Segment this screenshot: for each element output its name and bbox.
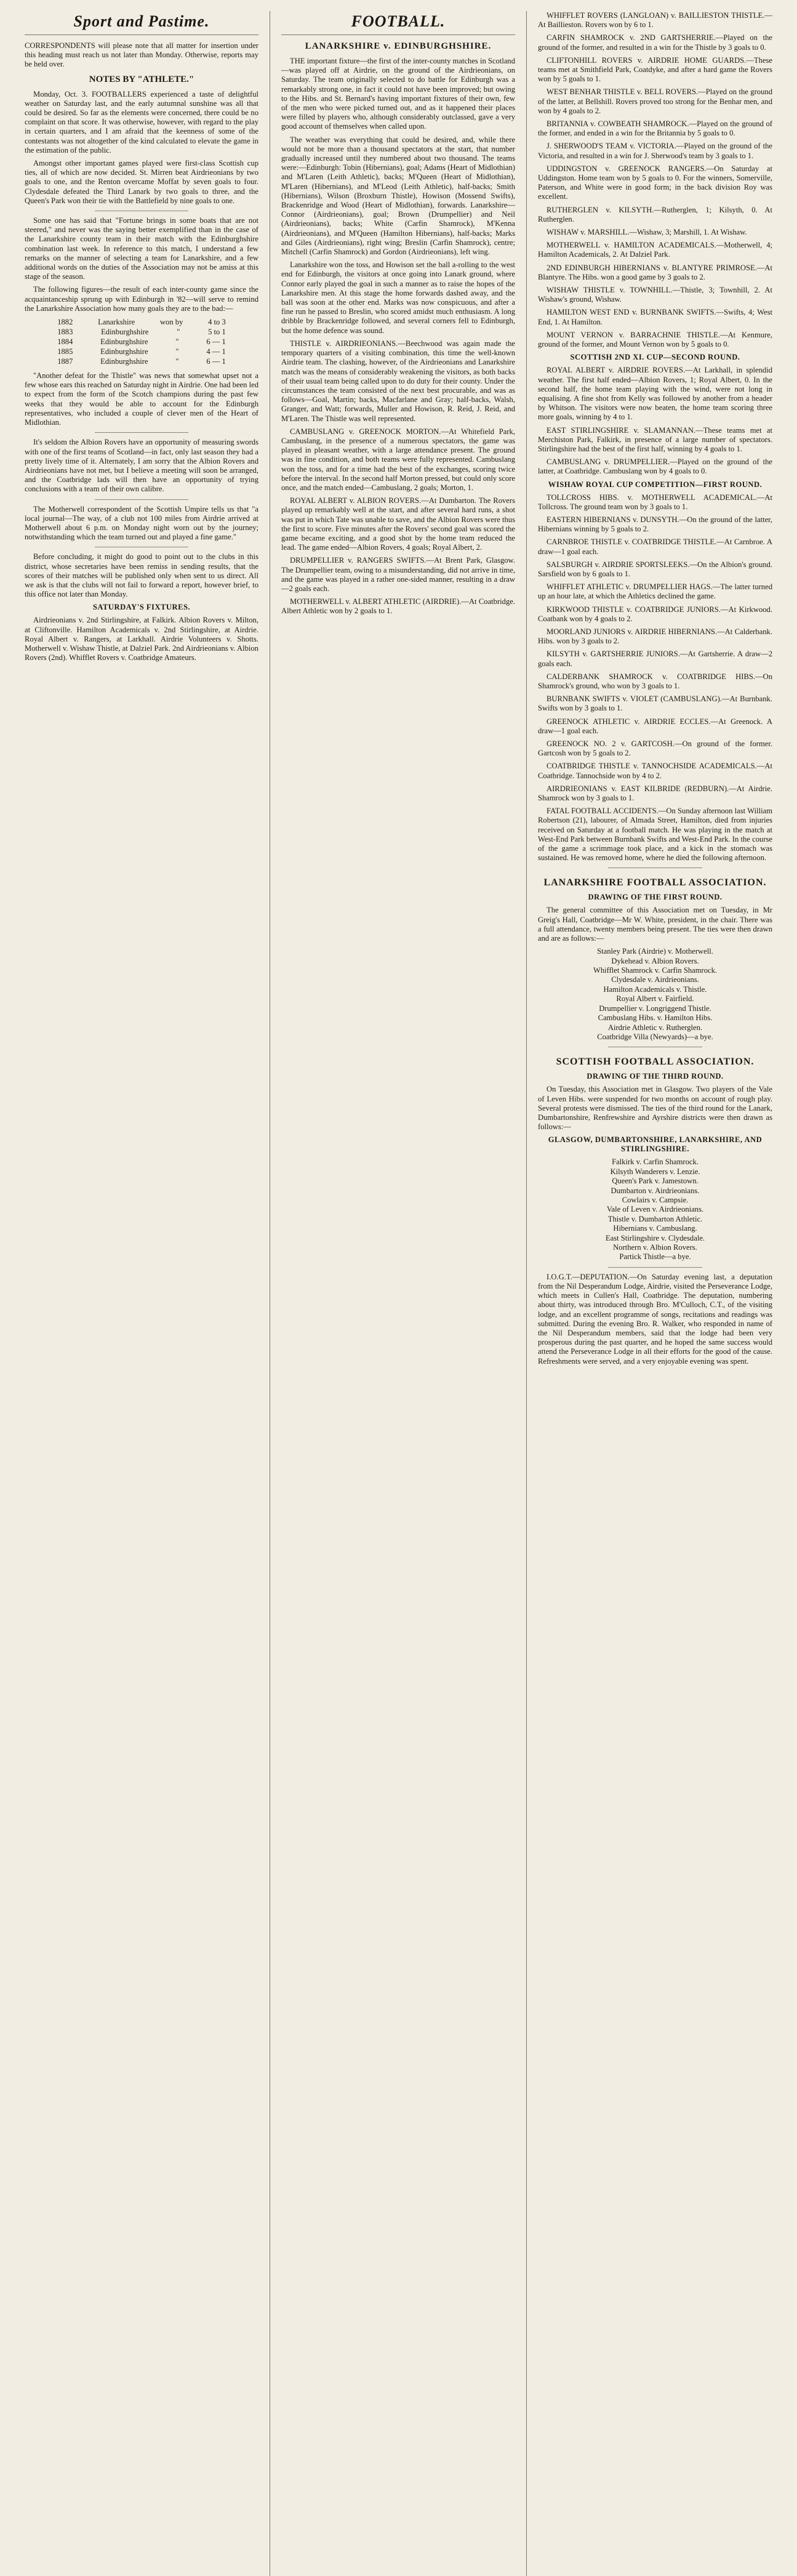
- tie-item: Airdrie Athletic v. Rutherglen.: [607, 1023, 703, 1032]
- result-entry: WISHAW THISTLE v. TOWNHILL.—Thistle, 3; Townhill, 2. At Wishaw's ground, Wishaw.: [538, 286, 772, 304]
- notes-heading: NOTES BY "ATHLETE.": [89, 74, 194, 84]
- result-entry: SALSBURGH v. AIRDRIE SPORTSLEEKS.—On the Albion's ground. Sarsfield won by 6 goals to 1.: [538, 560, 772, 578]
- article-paragraph: It's seldom the Albion Rovers have an opportunity of measuring swords with one of the first teams of Scotland—in fact, only last season they had a pretty lively time of it. Alternately, I am sorry that the Albion Rovers and Airdrieonians have not met, but I believe a meeting will soon be arranged, and the Coatbridge lads will then have an opportunity of trying conclusions with a team of their own calibre.: [25, 438, 258, 494]
- tie-item: Coatbridge Villa (Newyards)—a bye.: [597, 1032, 713, 1041]
- result-entry: UDDINGSTON v. GREENOCK RANGERS.—On Saturday at Uddingston. Home team won by 5 goals to 0. For the winners, Somerville, Paterson, and White were in good form; in the back division Roy was excellent.: [538, 164, 772, 201]
- article-paragraph: Before concluding, it might do good to point out to the clubs in this district, whose secretaries have been remiss in sending results, that the scores of their matches will be published only when sent to us direct. All we ask is that the clubs will not fail to forward a report, however brief, to this office not later than Monday.: [25, 552, 258, 599]
- lanarkshire-fa-heading: LANARKSHIRE FOOTBALL ASSOCIATION.: [543, 877, 767, 888]
- match-report-paragraph: CAMBUSLANG v. GREENOCK MORTON.—At Whitefield Park, Cambuslang, in the presence of a numerous spectators, the game was played in pleasant weather, with a large attendance present. The ground was in fine condition, and both teams were fully represented. Cambuslang won the toss, and for a time had the best of the exchanges, scoring twice before the interval. In the second half Morton pressed, but could only score once, and the match ended—Cambuslang, 2 goals; Morton, 1.: [281, 427, 515, 492]
- column-football: [270, 11, 527, 2576]
- result-entry: RUTHERGLEN v. KILSYTH.—Rutherglen, 1; Kilsyth, 0. At Rutherglen.: [538, 205, 772, 223]
- tie-item: Cambuslang Hibs. v. Hamilton Hibs.: [598, 1013, 713, 1023]
- lanarkshire-ties-list: [538, 947, 772, 1042]
- result-entry: MOTHERWELL v. HAMILTON ACADEMICALS.—Motherwell, 4; Hamilton Academicals, 2. At Dalziel Park.: [538, 241, 772, 259]
- lanarkshire-fa-text: The general committee of this Association met on Tuesday, in Mr Greig's Hall, Coatbridge—Mr W. White, president, in the chair. There was a full attendance, twenty members being present. The ties were then drawn and are as follows:—: [538, 906, 772, 943]
- tie-item: Cowlairs v. Campsie.: [622, 1195, 689, 1204]
- iogt-deputation-report: I.O.G.T.—DEPUTATION.—On Saturday evening last, a deputation from the Nil Desperandum Lodge, Airdrie, visited the Perseverance Lodge, which meets in Cullen's Hall, Coatbridge. The deputation, numbering about thirty, was introduced through Bro. M'Culloch, C.T., of the visiting lodge, and an excellent programme of songs, recitations and readings was submitted. During the evening Bro. R. Walker, who responded in name of the Nil Desperandum members, said that the lodge had been very prosperous during the past quarter, and he hoped the same success would attend the Perseverance Lodge in all their efforts for the good of the cause. Refreshments were served, and a very enjoyable evening was spent.: [538, 1272, 772, 1366]
- fixtures-list: Airdrieonians v. 2nd Stirlingshire, at Falkirk. Albion Rovers v. Milton, at Cliftonville. Hamilton Academicals v. 2nd Stirlingshire, at Airdrie. Royal Albert v. Rangers, at Larkhall. Airdrie Volunteers v. Shotts. Motherwell v. Wishaw Thistle, at Dalziel Park. 2nd Airdrieonians v. Albion Rovers (2nd). Whifflet Rovers v. Coatbridge Amateurs.: [25, 616, 258, 662]
- tie-item: Dumbarton v. Airdrieonians.: [611, 1186, 700, 1195]
- match-report-paragraph: DRUMPELLIER v. RANGERS SWIFTS.—At Brent Park, Glasgow. The Drumpellier team, owing to a misunderstanding, did not arrive in time, and the game was played in a rather one-sided manner, resulting in a draw—2 goals each.: [281, 556, 515, 593]
- column-header-sport: Sport and Pastime.: [25, 12, 258, 35]
- article-paragraph: "Another defeat for the Thistle" was news that somewhat upset not a few whose ears this reached on Saturday night in Airdrie. One had been led to expect from the form of the Scotch champions during the past few weeks that they would be able to account for the Edinburgh representatives, who included a couple of clever men of the Heart of Midlothian.: [25, 371, 258, 427]
- scottish-fa-text: On Tuesday, this Association met in Glasgow. Two players of the Vale of Leven Hibs. were suspended for two months on account of rough play. Several protests were dismissed. The ties of the third round for the Lanark, Dumbartonshire, Renfrewshire and Ayrshire districts were then drawn as follows:—: [538, 1085, 772, 1132]
- wishaw-cup-heading: WISHAW ROYAL CUP COMPETITION—FIRST ROUND.: [548, 480, 763, 489]
- tie-item: Thistle v. Dumbarton Athletic.: [607, 1214, 703, 1223]
- article-paragraph: Some one has said that "Fortune brings in some boats that are not steered," and never was the saying better exemplified than in the case of the Lanarkshire county team in their match with the Edinburghshire combination last week. In reference to this match, I understand a few remarks on the manner of selecting a team for Lanarkshire, and a few additional words on the duties of the Association may not be amiss at this stage of the season.: [25, 216, 258, 281]
- lanarkshire-fa-subheading: DRAWING OF THE FIRST ROUND.: [588, 893, 723, 902]
- scottish-fa-subheading: DRAWING OF THE THIRD ROUND.: [587, 1072, 724, 1081]
- result-entry: TOLLCROSS HIBS. v. MOTHERWELL ACADEMICAL.—At Tollcross. The ground team won by 3 goals to 1.: [538, 493, 772, 511]
- result-entry: BURNBANK SWIFTS v. VIOLET (CAMBUSLANG).—At Burnbank. Swifts won by 3 goals to 1.: [538, 694, 772, 713]
- second-xi-cup-heading: SCOTTISH 2ND XI. CUP—SECOND ROUND.: [570, 353, 740, 362]
- results-row: 1884 Edinburghshire " 6 — 1: [57, 337, 226, 347]
- article-paragraph: The following figures—the result of each inter-county game since the acquaintanceship sprung up with Edinburgh in '82—will serve to remind the Lanarkshire Association how many goals they are to the bad:—: [25, 285, 258, 313]
- results-row: 1887 Edinburghshire " 6 — 1: [57, 357, 226, 366]
- result-entry: BRITANNIA v. COWBEATH SHAMROCK.—Played on the ground of the former, and ended in a win for the Britannia by 5 goals to 0.: [538, 119, 772, 138]
- article-paragraph: Monday, Oct. 3. FOOTBALLERS experienced a taste of delightful weather on Saturday last, and the early autumnal sunshine was all that could be desired. So far as the elements were concerned, there could be no complaint on that score. It was otherwise, however, with regard to the play in certain quarters, and I am afraid that the keenness of some of the contestants was not altogether of the kind calculated to elevate the game in the estimation of the public.: [25, 89, 258, 155]
- tie-item: Royal Albert v. Fairfield.: [616, 994, 694, 1004]
- tie-item: Stanley Park (Airdrie) v. Motherwell.: [597, 947, 713, 956]
- tie-item: East Stirlingshire v. Clydesdale.: [605, 1233, 705, 1242]
- match-report-paragraph: THISTLE v. AIRDRIEONIANS.—Beechwood was again made the temporary quarters of a visiting combination, this time the well-known Airdrie team. The clashing, however, of the Airdrieonians and Lanarkshire match was the means of considerably weakening the visitors, as both backs of their usual team being called upon to do duty for their county. Under the circumstances the team consisted of the next best procurable, and was as follows—Goal, Martin; backs, Macfarlane and Gray; half-backs, Walsh, Granger, and Watt; forwards, Muller and Howison, R. Reid, J. Reid, and M'Laren. The Thistle was well represented.: [281, 339, 515, 423]
- result-entry: CALDERBANK SHAMROCK v. COATBRIDGE HIBS.—On Shamrock's ground, who won by 3 goals to 1.: [538, 672, 772, 690]
- article-paragraph: The Motherwell correspondent of the Scottish Umpire tells us that "a local journal—The way, of a club not 100 miles from Airdrie arrived at Motherwell about 6 p.m. on Monday night worn out by the journey; notwithstanding which the team turned out and played a fine game.": [25, 504, 258, 542]
- tie-item: Dykehead v. Albion Rovers.: [611, 956, 699, 965]
- tie-item: Falkirk v. Carfin Shamrock.: [612, 1157, 699, 1167]
- tie-item: Hamilton Academicals v. Thistle.: [603, 984, 707, 994]
- result-entry: CARFIN SHAMROCK v. 2ND GARTSHERRIE.—Played on the ground of the former, and resulted in a win for the Thistle by 3 goals to 0.: [538, 33, 772, 52]
- result-entry: CLIFTONHILL ROVERS v. AIRDRIE HOME GUARDS.—These teams met at Smithfield Park, Coatdyke, and after a hard game the Rovers won by 5 goals to 1.: [538, 55, 772, 84]
- article-paragraph: Amongst other important games played were first-class Scottish cup ties, all of which are now decided. St. Mirren beat Airdrieonians by two goals to one, and the Renton overcame Moffat by seven goals to four. Clydesdale defeated the Third Lanark by two goals to three, and the Queen's Park won their tie with the Battlefield by nine goals to one.: [25, 159, 258, 205]
- correspondents-notice: CORRESPONDENTS will please note that all matter for insertion under this heading must reach us not later than Monday. Otherwise, reports may be held over.: [25, 41, 258, 69]
- tie-item: Queen's Park v. Jamestown.: [612, 1177, 699, 1186]
- result-entry: COATBRIDGE THISTLE v. TANNOCHSIDE ACADEMICALS.—At Coatbridge. Tannochside won by 4 to 2.: [538, 762, 772, 780]
- accident-report: FATAL FOOTBALL ACCIDENTS.—On Sunday afternoon last William Robertson (21), labourer, of Almada Street, Hamilton, died from injuries received on Saturday at a football match. He was playing in the match at West-End Park between Burnbank Swifts and West-End Park. In the course of the game a scrimmage took place, and a kick in the stomach was sustained. He was removed home, where he died the following afternoon.: [538, 807, 772, 863]
- divider: [608, 867, 702, 868]
- result-entry: AIRDRIEONIANS v. EAST KILBRIDE (REDBURN).—At Airdrie. Shamrock won by 3 goals to 1.: [538, 784, 772, 803]
- column-results: [527, 11, 783, 2576]
- tie-item: Drumpellier v. Longriggend Thistle.: [599, 1004, 711, 1013]
- divider: [95, 432, 188, 433]
- tie-item: Kilsyth Wanderers v. Lenzie.: [610, 1167, 700, 1176]
- tie-item: Partick Thistle—a bye.: [619, 1252, 691, 1262]
- result-entry: EASTERN HIBERNIANS v. DUNSYTH.—On the ground of the latter, Hibernians winning by 5 goals to 2.: [538, 515, 772, 534]
- results-row: 1883 Edinburghshire " 5 to 1: [57, 328, 226, 337]
- result-entry: WISHAW v. MARSHILL.—Wishaw, 3; Marshill, 1. At Wishaw.: [547, 228, 747, 237]
- tie-item: Hibernians v. Cambuslang.: [613, 1224, 697, 1233]
- match-report-paragraph: ROYAL ALBERT v. ALBION ROVERS.—At Dumbarton. The Rovers played up remarkably well at the start, and after several hard runs, a shot was put in which Tate was unable to save, and the Albion Rovers were thus the first to score. Five minutes after the Rovers' second goal was scored the game became exciting, and a good shot by the home team reduced the lead. The game ended—Albion Rovers, 4 goals; Royal Albert, 2.: [281, 496, 515, 552]
- tie-item: Northern v. Albion Rovers.: [613, 1242, 697, 1252]
- divider: [95, 499, 188, 500]
- scottish-ties-list: [538, 1157, 772, 1262]
- result-entry: CARNBROE THISTLE v. COATBRIDGE THISTLE.—At Carnbroe. A draw—1 goal each.: [538, 537, 772, 556]
- result-entry: MOUNT VERNON v. BARRACHNIE THISTLE.—At Kenmure, ground of the former, and Mount Vernon won by 5 goals to 0.: [538, 330, 772, 349]
- result-entry: EAST STIRLINGSHIRE v. SLAMANNAN.—These teams met at Merchiston Park, Falkirk, in presence of a large number of spectators. Stirlingshire had the best of the first half, winning by 4 goals to 1.: [538, 425, 772, 453]
- fixtures-heading: SATURDAY'S FIXTURES.: [92, 603, 191, 612]
- result-entry: MOORLAND JUNIORS v. AIRDRIE HIBERNIANS.—At Calderbank. Hibs. won by 3 goals to 2.: [538, 627, 772, 646]
- column-sport-and-pastime: [14, 11, 270, 2576]
- result-entry: CAMBUSLANG v. DRUMPELLIER.—Played on the ground of the latter, at Coatbridge. Cambuslang won by 4 goals to 0.: [538, 457, 772, 476]
- result-entry: KILSYTH v. GARTSHERRIE JUNIORS.—At Gartsherrie. A draw—2 goals each.: [538, 650, 772, 668]
- result-entry: WHIFFLET ROVERS (LANGLOAN) v. BAILLIESTON THISTLE.—At Baillieston. Rovers won by 6 to 1.: [538, 11, 772, 30]
- match-report-paragraph: THE important fixture—the first of the inter-county matches in Scotland—was played off at Airdrie, on the ground of the Airdrieonians, on Saturday. The team originally selected to do battle for Edinburgh was a remarkably strong one, in fact it could not have been improved; but owing to the Hibs. and St. Bernard's having important fixtures of their own, few of the men who were picked turned out, and as it happened their places were filled by players who, although considerably outclassed, gave a very good account of themselves when called upon.: [281, 57, 515, 131]
- tie-item: Vale of Leven v. Airdrieonians.: [606, 1205, 704, 1214]
- match-report-paragraph: MOTHERWELL v. ALBERT ATHLETIC (AIRDRIE).—At Coatbridge. Albert Athletic won by 2 goals to 1.: [281, 597, 515, 616]
- results-row: 1885 Edinburghshire " 4 — 1: [57, 347, 226, 356]
- result-entry: HAMILTON WEST END v. BURNBANK SWIFTS.—Swifts, 4; West End, 1. At Hamilton.: [538, 308, 772, 326]
- match-report-paragraph: Lanarkshire won the toss, and Howison set the ball a-rolling to the west end for Edinburgh, the visitors at once going into Lanark ground, where Connor early played the goal in such a manner as to raise the hopes of the Lanarkshire men. At this stage the home forwards dashed away, and the ball was soon at the other end. Marks was now conspicuous, and after a fine run he passed to Breslin, who scored amidst much enthusiasm. A long dribble by Brackenridge followed, and several corners fell to Edinburgh, but the home defence was sound.: [281, 260, 515, 335]
- tie-item: Whifflet Shamrock v. Carfin Shamrock.: [593, 966, 718, 975]
- result-entry: J. SHERWOOD'S TEAM v. VICTORIA.—Played on the ground of the Victoria, and resulted in a win for J. Sherwood's team by 3 goals to 1.: [538, 142, 772, 160]
- divider: [608, 1267, 702, 1268]
- scottish-fa-heading: SCOTTISH FOOTBALL ASSOCIATION.: [556, 1057, 755, 1068]
- result-entry: KIRKWOOD THISTLE v. COATBRIDGE JUNIORS.—At Kirkwood. Coatbank won by 4 goals to 2.: [538, 605, 772, 623]
- match-heading: LANARKSHIRE v. EDINBURGHSHIRE.: [305, 41, 492, 51]
- result-entry: WEST BENHAR THISTLE v. BELL ROVERS.—Played on the ground of the latter, at Bellshill. Rovers proved too strong for the Benhar men, and won by 4 goals to 2.: [538, 87, 772, 115]
- result-entry: WHIFFLET ATHLETIC v. DRUMPELLIER HAGS.—The latter turned up an hour late, at which the Athletics declined the game.: [538, 582, 772, 601]
- results-row: 1882 Lanarkshire won by 4 to 3: [57, 318, 226, 327]
- district-heading: GLASGOW, DUMBARTONSHIRE, LANARKSHIRE, AND STIRLINGSHIRE.: [548, 1135, 763, 1154]
- result-entry: GREENOCK ATHLETIC v. AIRDRIE ECCLES.—At Greenock. A draw—1 goal each.: [538, 717, 772, 735]
- column-header-football: FOOTBALL.: [281, 12, 515, 35]
- result-entry: GREENOCK NO. 2 v. GARTCOSH.—On ground of the former. Gartcosh won by 5 goals to 2.: [538, 739, 772, 758]
- match-report-paragraph: The weather was everything that could be desired, and, while there would not be more than a thousand spectators at the start, that number gradually increased until they numbered about two thousand. The teams were:—Edinburgh: Tobin (Hibernians), goal; Adams (Heart of Midlothian) and M'Laren (Leith Athletic), backs; M'Queen (Heart of Midlothian), M'Laren (Hibernians), and M'Leod (Leith Athletic), half-backs; Smith (Hibernians), Wilson (Broxburn Thistle), Howison (Mossend Swifts), Brackenridge and Wood (Heart of Midlothian), forwards. Lanarkshire—Connor (Airdrieonians), goal; Brown (Drumpellier) and Neil (Airdrieonians), backs; White (Carfin Shamrock), M'Kenna (Airdrieonians), and M'Queen (Hamilton Hibernians), half-backs; Marks and Giles (Airdrieonians), right wing; Breslin (Carfin Shamrock), centre; Mitchell (Carfin Shamrock) and Gordon (Airdrieonians), left wing.: [281, 135, 515, 257]
- result-entry: ROYAL ALBERT v. AIRDRIE ROVERS.—At Larkhall, in splendid weather. The first half ended—Albion Rovers, 1; Royal Albert, 0. In the second half, the home team playing with the wind, were not long in equalising. A fine shot from Kelly was followed by another from a header by Whitson. The visitors were now beaten, the home team scoring three more goals, winning by 4 to 1.: [538, 366, 772, 422]
- inter-county-results-table: [57, 317, 226, 366]
- tie-item: Clydesdale v. Airdrieonians.: [611, 975, 699, 984]
- result-entry: 2ND EDINBURGH HIBERNIANS v. BLANTYRE PRIMROSE.—At Blantyre. The Hibs. won a good game by 3 goals to 2.: [538, 263, 772, 281]
